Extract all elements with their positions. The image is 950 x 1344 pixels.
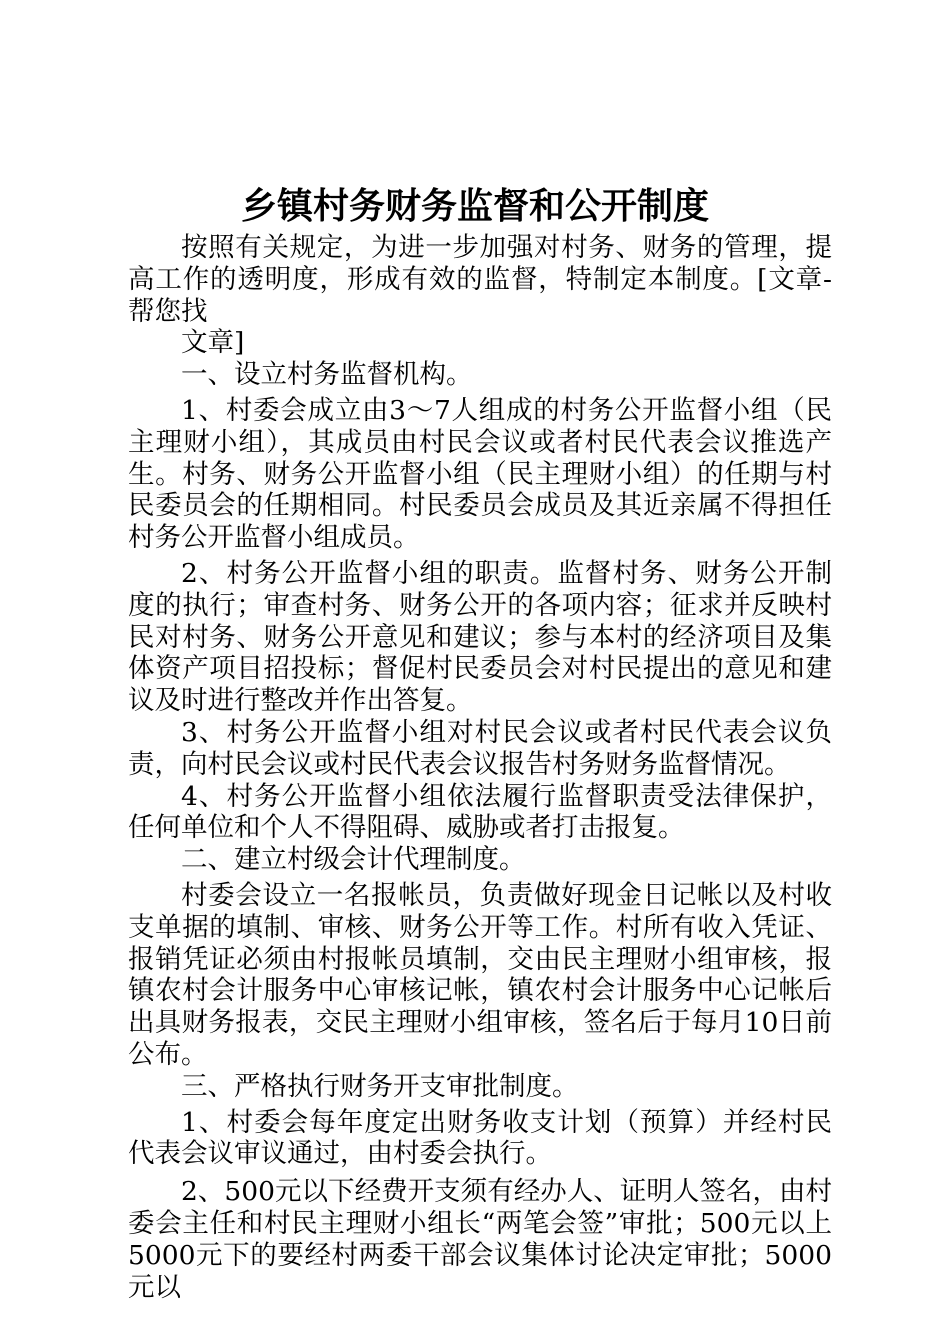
paragraph-intro: 按照有关规定，为进一步加强对村务、财务的管理，提高工作的透明度，形成有效的监督，特制定本制度。[文章-帮您找 — [128, 232, 832, 327]
section-2-body: 村委会设立一名报帐员，负责做好现金日记帐以及村收支单据的填制、审核、财务公开等工作。村所有收入凭证、报销凭证必须由村报帐员填制，交由民主理财小组审核，报镇农村会计服务中心审核记帐，镇农村会计服务中心记帐后出具财务报表，交民主理财小组审核，签名后于每月10日前公布。 — [128, 879, 832, 1070]
document-title: 乡镇村务财务监督和公开制度 — [240, 186, 709, 227]
section-heading-2: 二、建立村级会计代理制度。 — [181, 844, 526, 876]
section-3-item-2: 2、500元以下经费开支须有经办人、证明人签名，由村委会主任和村民主理财小组长“两笔会签”审批；500元以上5000元下的要经村两委干部会议集体讨论决定审批；5000元以 — [128, 1176, 832, 1303]
section-heading-3: 三、严格执行财务开支审批制度。 — [181, 1070, 579, 1102]
section-1-item-3: 3、村务公开监督小组对村民会议或者村民代表会议负责，向村民会议或村民代表会议报告村务财务监督情况。 — [128, 716, 832, 780]
section-1-item-4: 4、村务公开监督小组依法履行监督职责受法律保护，任何单位和个人不得阻碍、威胁或者打击报复。 — [128, 780, 832, 844]
section-3-item-1: 1、村委会每年度定出财务收支计划（预算）并经村民代表会议审议通过，由村委会执行。 — [128, 1106, 832, 1170]
paragraph-intro-continued: 文章] — [181, 327, 245, 359]
section-heading-1: 一、设立村务监督机构。 — [181, 359, 473, 391]
section-1-item-2: 2、村务公开监督小组的职责。监督村务、财务公开制度的执行；审查村务、财务公开的各项内容；征求并反映村民对村务、财务公开意见和建议；参与本村的经济项目及集体资产项目招投标；督促村民委员会对村民提出的意见和建议及时进行整改并作出答复。 — [128, 557, 832, 717]
section-1-item-1: 1、村委会成立由3～7人组成的村务公开监督小组（民主理财小组），其成员由村民会议或者村民代表会议推选产生。村务、财务公开监督小组（民主理财小组）的任期与村民委员会的任期相同。村民委员会成员及其近亲属不得担任村务公开监督小组成员。 — [128, 394, 832, 554]
document-body — [128, 232, 832, 1303]
